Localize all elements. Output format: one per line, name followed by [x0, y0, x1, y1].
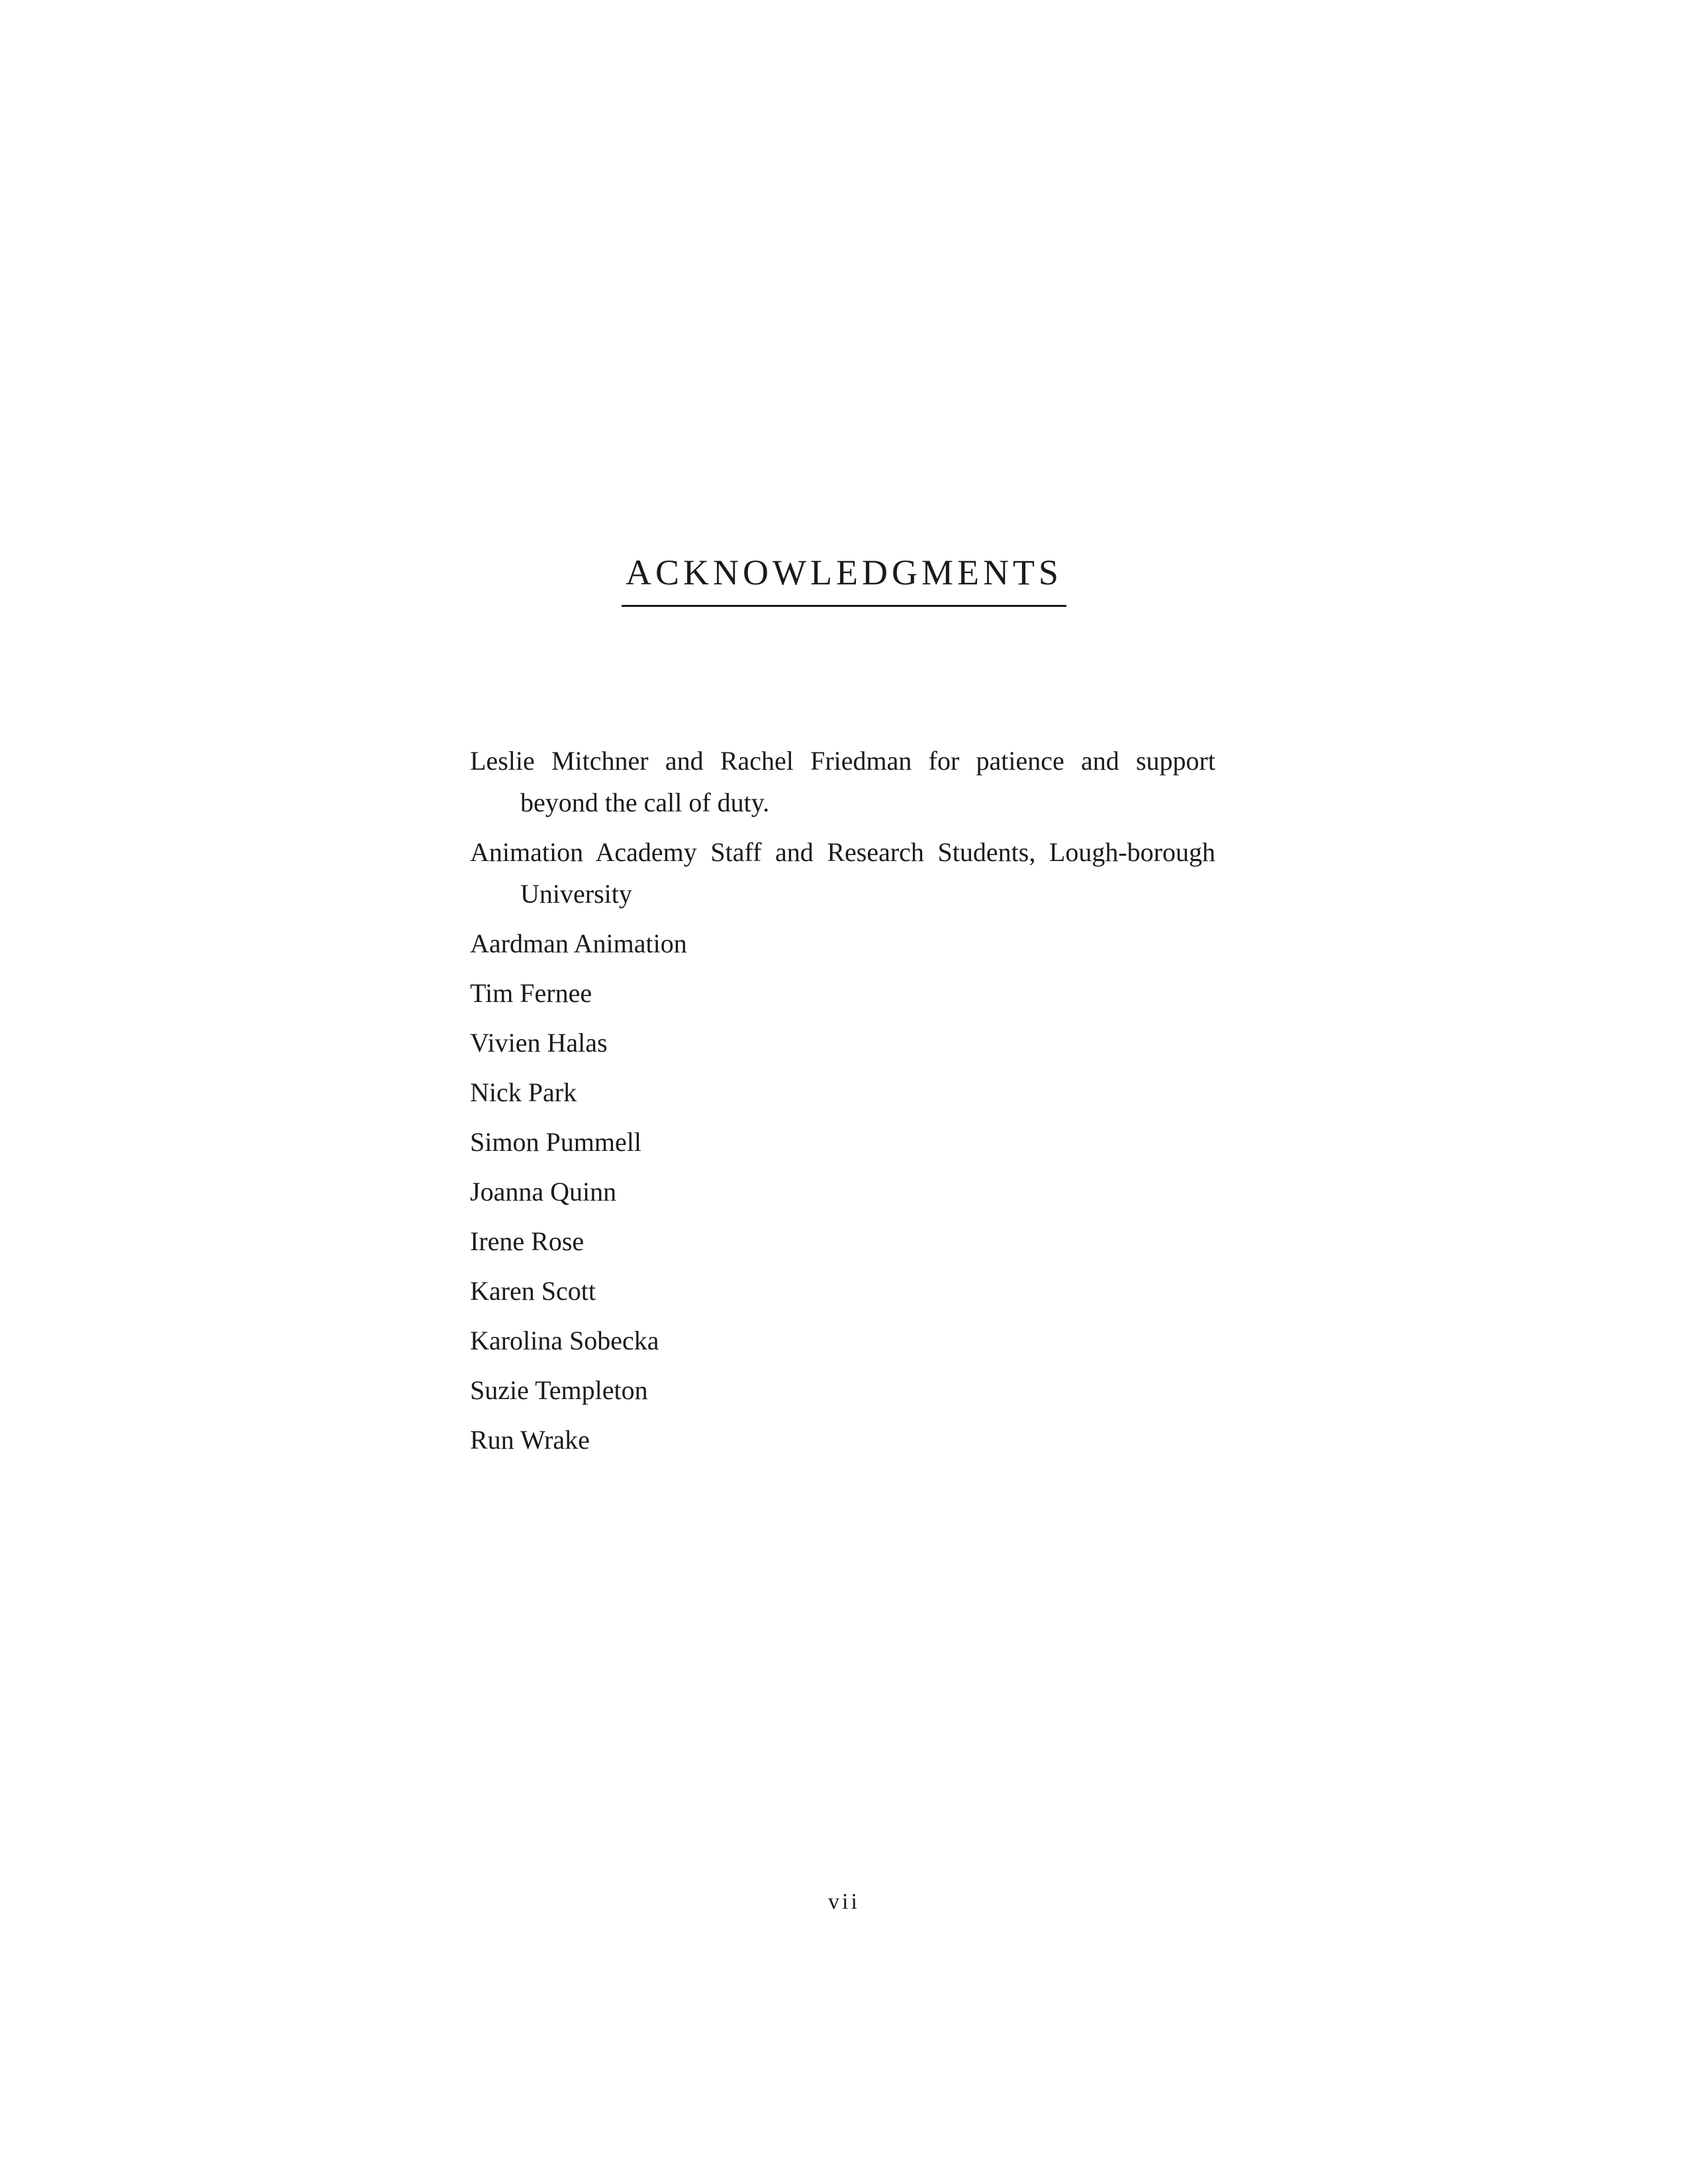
list-item: Joanna Quinn: [470, 1177, 617, 1206]
list-item: Leslie Mitchner and Rachel Friedman for patience and support beyond the call of duty.: [470, 746, 1215, 817]
list-item: Tim Fernee: [470, 978, 592, 1008]
list-item: Irene Rose: [470, 1226, 585, 1256]
list-item: Karen Scott: [470, 1276, 596, 1306]
heading-container: [0, 555, 1688, 607]
list-item: Animation Academy Staff and Research Students, Lough-borough University: [470, 837, 1215, 909]
page-title: ACKNOWLEDGMENTS: [622, 555, 1066, 607]
page-number: vii: [828, 1889, 860, 1914]
acknowledgments-list: [470, 740, 1215, 1469]
list-item: Nick Park: [470, 1077, 577, 1107]
list-item: Aardman Animation: [470, 929, 687, 958]
list-item: Run Wrake: [470, 1425, 590, 1455]
list-item: Suzie Templeton: [470, 1375, 648, 1405]
list-item: Simon Pummell: [470, 1127, 641, 1157]
list-item: Karolina Sobecka: [470, 1326, 659, 1355]
list-item: Vivien Halas: [470, 1028, 608, 1058]
